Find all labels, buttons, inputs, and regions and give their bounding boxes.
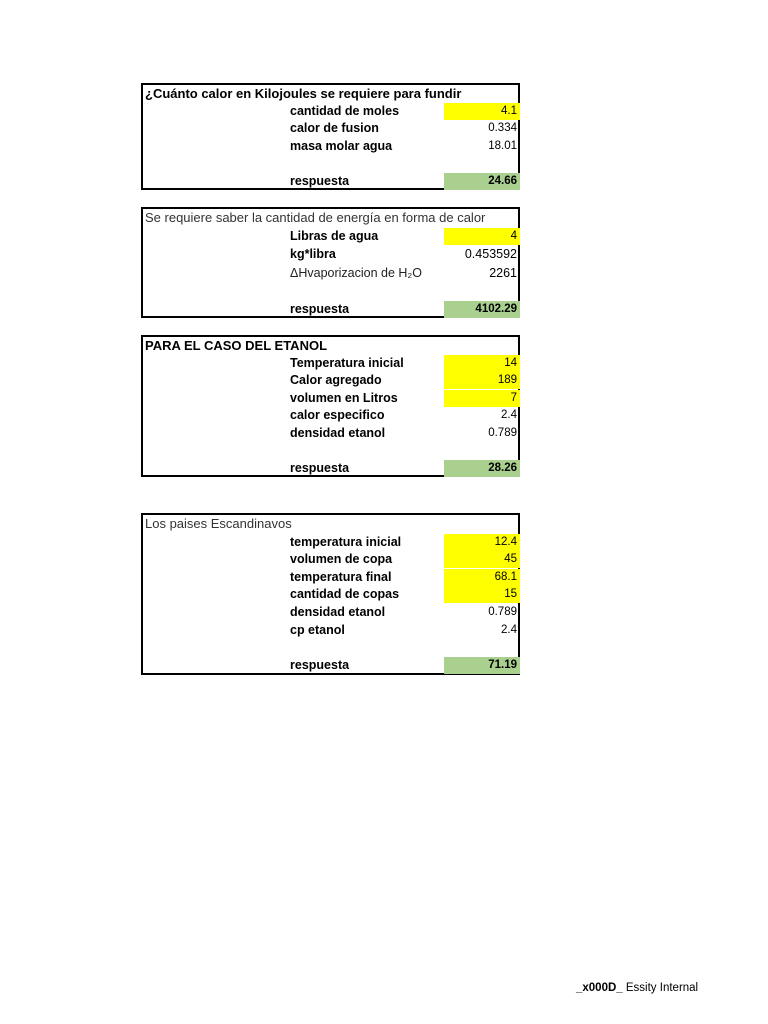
row-densidad-etanol xyxy=(143,425,518,442)
row-label: calor de fusion xyxy=(290,121,379,135)
row-respuesta xyxy=(143,657,518,674)
input-cell[interactable]: 189 xyxy=(444,372,520,389)
value-cell[interactable]: 2.4 xyxy=(501,624,517,636)
input-cell[interactable]: 12.4 xyxy=(444,534,520,551)
row-libras-agua xyxy=(143,228,518,245)
input-cell[interactable]: 7 xyxy=(444,390,520,407)
value-cell[interactable]: 0.334 xyxy=(488,122,517,134)
row-delta-h xyxy=(143,265,518,282)
input-cell[interactable]: 4.1 xyxy=(444,103,520,120)
row-label: temperatura inicial xyxy=(290,535,402,549)
row-temperatura-final xyxy=(143,569,518,586)
row-label: temperatura final xyxy=(290,570,392,584)
row-label: masa molar agua xyxy=(290,139,393,153)
answer-cell[interactable]: 28.26 xyxy=(444,460,520,477)
row-densidad-etanol xyxy=(143,604,518,621)
calc-block-fusion xyxy=(141,83,520,190)
block-title: Los paises Escandinavos xyxy=(145,516,292,531)
row-volumen-copa xyxy=(143,551,518,568)
input-cell[interactable]: 15 xyxy=(444,586,520,603)
row-calor-fusion xyxy=(143,120,518,137)
row-temperatura-inicial xyxy=(143,355,518,372)
row-cantidad-moles xyxy=(143,103,518,120)
input-cell[interactable]: 68.1 xyxy=(444,569,520,586)
block-title: PARA EL CASO DEL ETANOL xyxy=(145,338,328,353)
row-label: respuesta xyxy=(290,461,350,475)
calc-block-etanol xyxy=(141,335,520,477)
value-cell[interactable]: 18.01 xyxy=(488,140,517,152)
answer-cell[interactable]: 4102.29 xyxy=(444,301,520,318)
row-masa-molar xyxy=(143,138,518,155)
row-label: Libras de agua xyxy=(290,229,379,243)
row-calor-agregado xyxy=(143,372,518,389)
row-kg-libra xyxy=(143,246,518,263)
block-title: ¿Cuánto calor en Kilojoules se requiere para fundir xyxy=(145,86,462,101)
row-calor-especifico xyxy=(143,407,518,424)
row-label: volumen de copa xyxy=(290,552,393,566)
row-label: cp etanol xyxy=(290,623,345,637)
row-respuesta xyxy=(143,173,518,190)
row-label: Calor agregado xyxy=(290,373,382,387)
row-label: respuesta xyxy=(290,658,350,672)
row-cantidad-copas xyxy=(143,586,518,603)
calc-block-vaporizacion xyxy=(141,207,520,318)
row-label: calor especifico xyxy=(290,408,385,422)
row-cp-etanol xyxy=(143,622,518,639)
row-respuesta xyxy=(143,301,518,318)
input-cell[interactable]: 14 xyxy=(444,355,520,372)
row-label: cantidad de moles xyxy=(290,104,400,118)
row-volumen-litros xyxy=(143,390,518,407)
calc-block-escandinavos xyxy=(141,513,520,675)
answer-cell[interactable]: 24.66 xyxy=(444,173,520,190)
row-label: cantidad de copas xyxy=(290,587,400,601)
row-label: volumen en Litros xyxy=(290,391,398,405)
row-temperatura-inicial xyxy=(143,534,518,551)
row-respuesta xyxy=(143,460,518,477)
input-cell[interactable]: 45 xyxy=(444,551,520,568)
row-label: ΔHvaporizacion de H₂O xyxy=(290,266,423,280)
footer-classification xyxy=(576,982,698,994)
value-cell[interactable]: 0.453592 xyxy=(464,247,517,261)
value-cell[interactable]: 0.789 xyxy=(488,427,517,439)
row-label: Temperatura inicial xyxy=(290,356,404,370)
row-label: densidad etanol xyxy=(290,426,386,440)
row-label: respuesta xyxy=(290,174,350,188)
value-cell[interactable]: 2261 xyxy=(489,266,517,280)
row-label: respuesta xyxy=(290,302,350,316)
footer-code: _x000D_ xyxy=(576,982,623,994)
answer-cell[interactable]: 71.19 xyxy=(444,657,520,674)
footer-label: Essity Internal xyxy=(625,982,699,994)
value-cell[interactable]: 2.4 xyxy=(501,409,517,421)
value-cell[interactable]: 0.789 xyxy=(488,606,517,618)
row-label: densidad etanol xyxy=(290,605,386,619)
block-title: Se requiere saber la cantidad de energía en forma de calor xyxy=(145,210,486,225)
row-label: kg*libra xyxy=(290,247,336,261)
input-cell[interactable]: 4 xyxy=(444,228,520,245)
